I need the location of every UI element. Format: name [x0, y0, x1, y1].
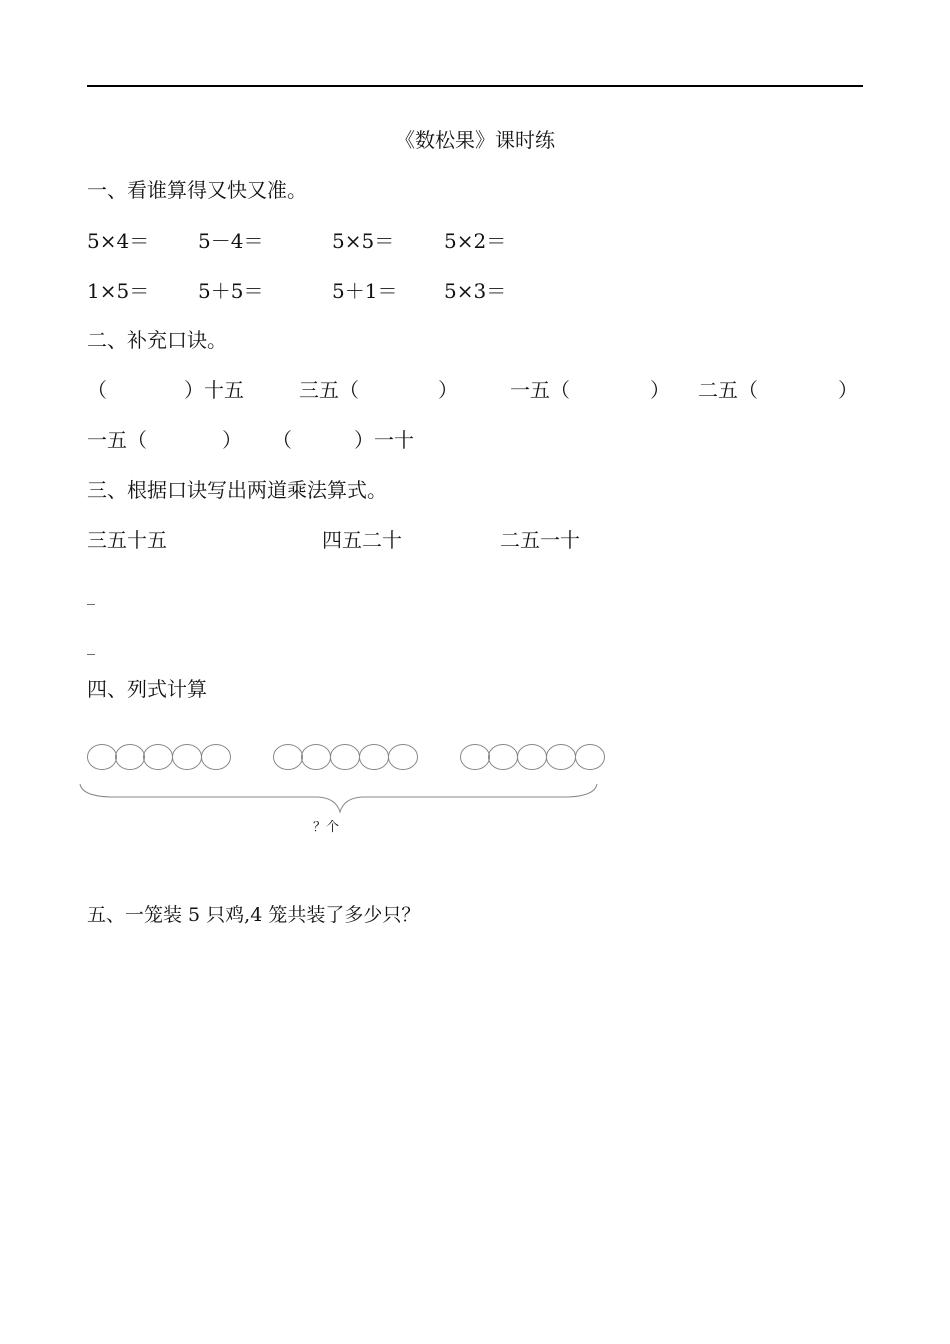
rhyme-3-close: ）: [650, 378, 670, 402]
circle-group-1-5: [202, 745, 231, 770]
circle-group-1-1: [88, 745, 117, 770]
section-3-heading: 三、根据口诀写出两道乘法算式。: [87, 478, 387, 502]
page-title: 《数松果》课时练: [395, 128, 555, 152]
equation-1-3: 5×5＝: [332, 229, 395, 253]
equation-2-4: 5×3＝: [444, 279, 507, 303]
section-2-heading: 二、补充口诀。: [87, 328, 227, 352]
rhyme-4-open: 二五（: [698, 378, 758, 402]
rhyme-4-close: ）: [838, 378, 858, 402]
circle-group-1-3: [144, 745, 173, 770]
answer-line-2: _: [87, 636, 95, 655]
rhyme-6-close: ）一十: [354, 428, 414, 452]
equation-2-3: 5＋1＝: [332, 279, 398, 303]
rhyme-item-1: 三五十五: [87, 528, 167, 552]
equation-1-2: 5－4＝: [198, 229, 264, 253]
rhyme-2-open: 三五（: [299, 378, 359, 402]
circle-group-3-1: [461, 745, 490, 770]
circle-group-1-4: [173, 745, 202, 770]
equation-1-4: 5×2＝: [444, 229, 507, 253]
equation-1-1: 5×4＝: [87, 229, 150, 253]
circle-group-3-3: [518, 745, 547, 770]
equation-2-1: 1×5＝: [87, 279, 150, 303]
circle-group-3-5: [576, 745, 605, 770]
curly-brace: [80, 784, 597, 812]
circle-group-1-2: [116, 745, 145, 770]
section-5-heading: 五、一笼装 5 只鸡,4 笼共装了多少只？: [87, 904, 421, 926]
circle-group-2-4: [360, 745, 389, 770]
equation-2-2: 5＋5＝: [198, 279, 264, 303]
circle-group-2-1: [274, 745, 303, 770]
rhyme-3-open: 一五（: [510, 378, 570, 402]
rhyme-5-close: ）: [222, 428, 242, 452]
section-4-heading: 四、列式计算: [87, 677, 207, 701]
rhyme-5-open: 一五（: [87, 428, 147, 452]
section-1-heading: 一、看谁算得又快又准。: [87, 178, 307, 202]
answer-line-1: _: [87, 586, 95, 605]
rhyme-1-close: ）十五: [184, 378, 244, 402]
rhyme-item-2: 四五二十: [322, 528, 402, 552]
rhyme-2-close: ）: [438, 378, 458, 402]
rhyme-item-3: 二五一十: [500, 528, 580, 552]
rhyme-1-open: （: [87, 378, 107, 402]
circle-group-3-2: [489, 745, 518, 770]
brace-label: ？个: [313, 820, 340, 835]
circle-group-2-2: [302, 745, 331, 770]
circle-group-2-3: [331, 745, 360, 770]
rhyme-6-open: （: [272, 428, 292, 452]
circle-group-3-4: [547, 745, 576, 770]
circle-group-2-5: [389, 745, 418, 770]
